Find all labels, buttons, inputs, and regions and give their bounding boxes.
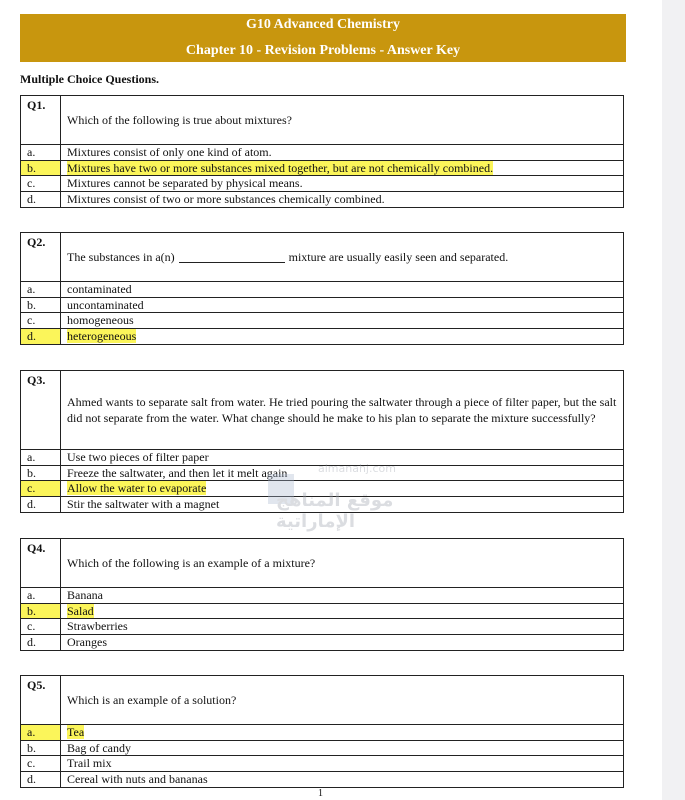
option-text: Trail mix [67, 756, 112, 770]
answer-option [21, 588, 623, 604]
answer-option [21, 176, 623, 192]
answer-option [21, 192, 623, 208]
option-letter: a. [21, 588, 61, 603]
option-text: Banana [67, 588, 103, 602]
option-letter: a. [21, 145, 61, 160]
question-number: Q5. [21, 676, 61, 724]
question-text: Ahmed wants to separate salt from water. He tried pouring the saltwater through a piece of filter paper, but the salt did not separate from the water. What change should he make to his plan to separate the mixture successfully? [67, 395, 617, 425]
answer-option [21, 635, 623, 651]
answer-option [21, 298, 623, 314]
question-number: Q1. [21, 96, 61, 144]
question-text: Which of the following is true about mixtures? [67, 113, 292, 127]
right-gutter [662, 0, 685, 800]
option-letter: c. [21, 176, 61, 191]
question-block [20, 232, 624, 345]
option-text: Freeze the saltwater, and then let it melt again [67, 465, 288, 480]
option-text-highlighted: Tea [67, 725, 85, 739]
option-letter: d. [21, 329, 61, 345]
answer-option-correct [21, 604, 623, 620]
watermark-arabic-text: موقع المناهج الإماراتية [276, 490, 394, 532]
option-letter: d. [21, 192, 61, 208]
question-text-before: The substances in a(n) [67, 250, 175, 264]
option-letter: b. [21, 298, 61, 313]
option-letter: b. [21, 466, 61, 481]
question-text [61, 233, 623, 281]
answer-option [21, 450, 623, 466]
option-text: Stir the saltwater with a magnet [67, 496, 220, 511]
answer-option [21, 497, 623, 513]
question-block [20, 538, 624, 651]
option-text-highlighted: Allow the water to evaporate [67, 481, 207, 495]
question-block [20, 370, 624, 513]
option-letter: b. [21, 604, 61, 619]
answer-option [21, 282, 623, 298]
fill-in-blank [179, 252, 285, 263]
option-letter: a. [21, 282, 61, 297]
question-text: Which of the following is an example of a mixture? [67, 556, 316, 570]
option-text: Cereal with nuts and bananas [67, 771, 208, 786]
option-letter: c. [21, 313, 61, 328]
answer-option-correct [21, 725, 623, 741]
answer-option [21, 772, 623, 788]
option-text: homogeneous [67, 313, 134, 327]
option-text: Mixtures consist of two or more substances chemically combined. [67, 191, 385, 206]
answer-option [21, 313, 623, 329]
answer-option-correct [21, 161, 623, 177]
question-number: Q3. [21, 371, 61, 449]
header-course-title: G10 Advanced Chemistry [246, 17, 400, 32]
option-letter: d. [21, 772, 61, 788]
option-text-highlighted: heterogeneous [67, 328, 137, 343]
option-text: Oranges [67, 634, 107, 649]
answer-option [21, 145, 623, 161]
header-chapter-title: Chapter 10 - Revision Problems - Answer Key [185, 43, 461, 58]
option-text: Use two pieces of filter paper [67, 450, 209, 464]
question-text-after: mixture are usually easily seen and separated. [288, 250, 509, 264]
option-letter: c. [21, 481, 61, 496]
option-text: uncontaminated [67, 297, 144, 312]
answer-option [21, 619, 623, 635]
question-text: Which is an example of a solution? [67, 693, 237, 707]
answer-option [21, 466, 623, 482]
option-text: Strawberries [67, 619, 128, 633]
option-letter: a. [21, 450, 61, 465]
watermark-site-text: almanahj.com [318, 462, 396, 475]
question-number: Q2. [21, 233, 61, 281]
question-block [20, 95, 624, 208]
document-header [20, 14, 626, 62]
option-letter: b. [21, 741, 61, 756]
answer-option [21, 756, 623, 772]
option-letter: d. [21, 635, 61, 651]
option-text: contaminated [67, 282, 132, 296]
option-text-highlighted: Salad [67, 603, 94, 618]
option-letter: a. [21, 725, 61, 740]
option-text: Mixtures cannot be separated by physical means. [67, 176, 303, 190]
question-block [20, 675, 624, 788]
option-letter: c. [21, 619, 61, 634]
option-letter: b. [21, 161, 61, 176]
option-text: Mixtures consist of only one kind of atom. [67, 145, 272, 159]
section-title: Multiple Choice Questions. [20, 72, 160, 86]
option-text-highlighted: Mixtures have two or more substances mixed together, but are not chemically combined. [67, 160, 494, 175]
answer-option-correct [21, 329, 623, 345]
option-text: Bag of candy [67, 740, 131, 755]
option-letter: c. [21, 756, 61, 771]
question-number: Q4. [21, 539, 61, 587]
answer-option-correct [21, 481, 623, 497]
option-letter: d. [21, 497, 61, 513]
answer-option [21, 741, 623, 757]
page-number: 1 [318, 788, 323, 799]
